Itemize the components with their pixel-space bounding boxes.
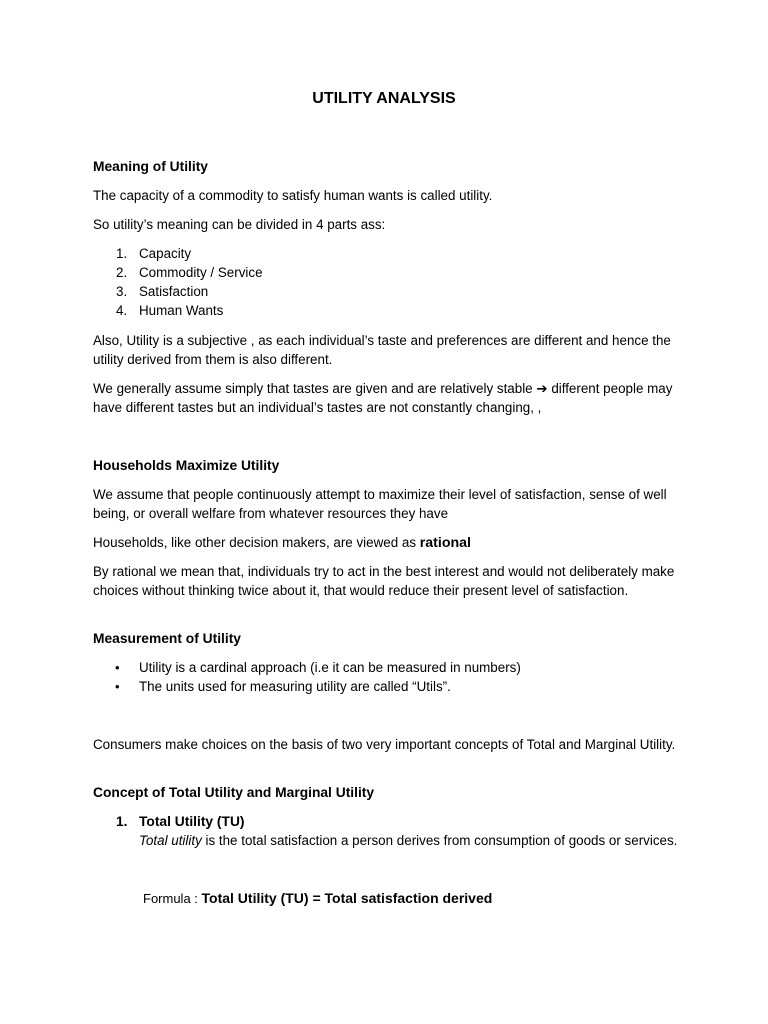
- list-number: 1.: [116, 246, 128, 261]
- rational-keyword: rational: [419, 535, 471, 551]
- formula-label: Formula :: [143, 891, 202, 906]
- list-item: [93, 677, 683, 696]
- list-number: 1.: [116, 814, 128, 829]
- paragraph-total-utility-definition: [139, 831, 679, 850]
- paragraph-consumers-choices: Consumers make choices on the basis of two very important concepts of Total and Marginal Utility.: [93, 737, 676, 752]
- list-item: [93, 282, 683, 301]
- bullet-icon: •: [115, 679, 120, 694]
- right-arrow-icon: ➔: [536, 381, 548, 396]
- list-number: 3.: [116, 284, 128, 299]
- bullet-icon: •: [115, 660, 120, 675]
- list-item-text: The units used for measuring utility are called “Utils”.: [139, 679, 451, 694]
- numbered-list-utility-parts: [93, 244, 683, 320]
- heading-measurement-of-utility: Measurement of Utility: [93, 631, 241, 646]
- list-item: [93, 263, 683, 282]
- list-item-text: Utility is a cardinal approach (i.e it can be measured in numbers): [139, 660, 521, 675]
- list-item-text: Human Wants: [139, 303, 224, 318]
- formula-line: [143, 889, 492, 908]
- list-number: 4.: [116, 303, 128, 318]
- list-item: [93, 301, 683, 320]
- bullet-list-measurement: [93, 658, 683, 696]
- paragraph-capacity-definition: The capacity of a commodity to satisfy human wants is called utility.: [93, 188, 493, 203]
- heading-concept-total-marginal: Concept of Total Utility and Marginal Utility: [93, 785, 375, 800]
- paragraph-four-parts: So utility’s meaning can be divided in 4 parts ass:: [93, 217, 386, 232]
- list-item-text: Commodity / Service: [139, 265, 263, 280]
- tastes-text-end: different people may have different tastes but an individual’s tastes are not constantly changing, ,: [93, 381, 673, 415]
- list-item: [93, 658, 683, 677]
- term-total-utility: Total utility: [139, 833, 202, 848]
- heading-meaning-of-utility: Meaning of Utility: [93, 159, 208, 174]
- list-item-text: Capacity: [139, 246, 192, 261]
- formula-value: Total Utility (TU) = Total satisfaction derived: [201, 890, 493, 906]
- paragraph-tastes: [93, 379, 683, 417]
- heading-households-maximize-utility: Households Maximize Utility: [93, 458, 280, 473]
- tastes-text-start: We generally assume simply that tastes are given and are relatively stable: [93, 381, 537, 396]
- list-number: 2.: [116, 265, 128, 280]
- list-item: [93, 244, 683, 263]
- paragraph-rational: [93, 533, 683, 553]
- paragraph-subjective: Also, Utility is a subjective , as each individual’s taste and preferences are different and hence the utility derived from them is also different.: [93, 333, 671, 367]
- subheading-total-utility: Total Utility (TU): [139, 814, 245, 829]
- paragraph-rational-meaning: By rational we mean that, individuals try to act in the best interest and would not deliberately make choices without thinking twice about it, that would reduce their present level of satisfaction.: [93, 564, 675, 598]
- paragraph-maximize-satisfaction: We assume that people continuously attempt to maximize their level of satisfaction, sense of well being, or overall welfare from whatever resources they have: [93, 487, 667, 521]
- definition-text: is the total satisfaction a person derives from consumption of goods or services.: [201, 833, 678, 848]
- rational-text: Households, like other decision makers, are viewed as: [93, 535, 420, 550]
- list-item-text: Satisfaction: [139, 284, 209, 299]
- page-title: UTILITY ANALYSIS: [312, 90, 456, 107]
